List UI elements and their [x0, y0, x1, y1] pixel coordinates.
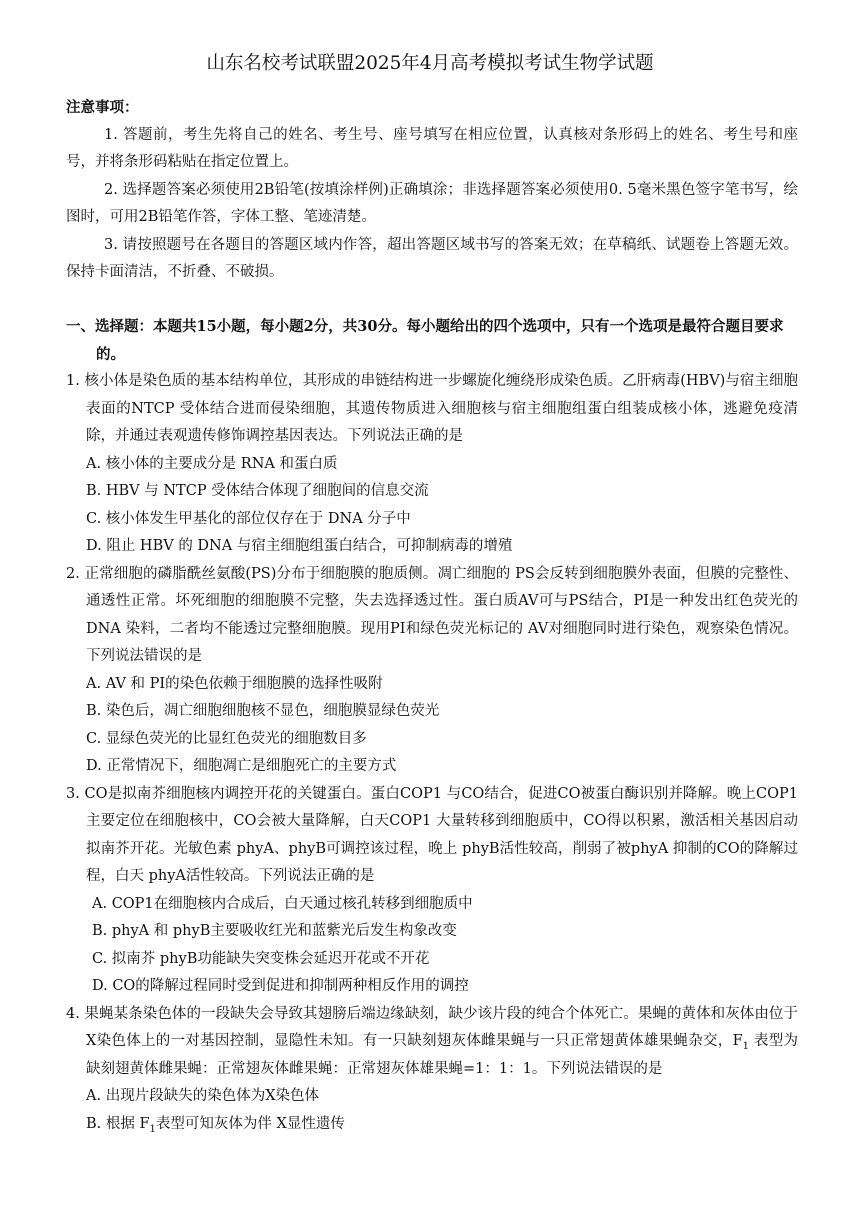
question-1-option-a: A. 核小体的主要成分是 RNA 和蛋白质	[86, 455, 338, 472]
part-one-section	[66, 313, 798, 1138]
question-1-option-c: C. 核小体发生甲基化的部位仅存在于 DNA 分子中	[86, 510, 411, 527]
question-1	[66, 368, 798, 561]
question-2-option-d: D. 正常情况下，细胞凋亡是细胞死亡的主要方式	[86, 758, 397, 774]
question-3-stem: 3. CO是拟南芥细胞核内调控开花的关键蛋白。蛋白COP1 与CO结合，促进CO被蛋白酶识别并降解。晚上COP1 主要定位在细胞核中，CO会被大量降解，白天COP1 大量转移到细胞质中，CO得以积累，激活相关基因启动拟南芥开花。光敏色素 phyA、phyB可调控该过程，晚上 phyB活性较高，削弱了被phyA 抑制的CO的降解过程，白天 phyA活性较高。下列说法正确的是	[66, 785, 798, 884]
page-title: 山东名校考试联盟2025年4月高考模拟考试生物学试题	[206, 53, 654, 74]
question-3-option-b: B. phyA 和 phyB主要吸收红光和蓝紫光后发生构象改变	[92, 923, 457, 939]
question-3-option-d: D. CO的降解过程同时受到促进和抑制两种相反作用的调控	[92, 978, 469, 994]
question-2-option-a: A. AV 和 PI的染色依赖于细胞膜的选择性吸附	[86, 675, 383, 692]
question-2-option-b: B. 染色后，凋亡细胞细胞核不显色，细胞膜显绿色荧光	[86, 703, 440, 719]
question-1-option-b: B. HBV 与 NTCP 受体结合体现了细胞间的信息交流	[86, 483, 429, 499]
note-item-1: 1. 答题前，考生先将自己的姓名、考生号、座号填写在相应位置，认真核对条形码上的姓名、考生号和座号，并将条形码粘贴在指定位置上。	[66, 126, 798, 170]
part-one-heading: 一、选择题：本题共15小题，每小题2分，共30分。每小题给出的四个选项中，只有一个选项是最符合题目要求的。	[66, 318, 784, 363]
question-1-option-d: D. 阻止 HBV 的 DNA 与宿主细胞组蛋白结合，可抑制病毒的增殖	[86, 538, 513, 554]
notes-section	[66, 94, 798, 287]
question-3-option-c: C. 拟南芥 phyB功能缺失突变株会延迟开花或不开花	[92, 950, 430, 967]
question-2-stem: 2. 正常细胞的磷脂酰丝氨酸(PS)分布于细胞膜的胞质侧。凋亡细胞的 PS会反转到细胞膜外表面，但膜的完整性、通透性正常。坏死细胞的细胞膜不完整，失去选择透过性。蛋白质AV可与PS结合，PI是一种发出红色荧光的 DNA 染料，二者均不能透过完整细胞膜。现用PI和绿色荧光标记的 AV对细胞同时进行染色，观察染色情况。下列说法错误的是	[66, 565, 798, 664]
question-4-option-b-part-2: 表型可知灰体为伴 X显性遗传	[155, 1115, 345, 1132]
note-item-2: 2. 选择题答案必须使用2B铅笔(按填涂样例)正确填涂；非选择题答案必须使用0. 5毫米黑色签字笔书写，绘图时，可用2B铅笔作答，字体工整、笔迹清楚。	[66, 181, 798, 225]
question-4-stem-part-2: 表型为缺刻翅黄体雌果蝇：正常翅灰体雌果蝇：正常翅灰体雄果蝇=1：1：1。下列说法错误的是	[86, 1033, 798, 1077]
notes-heading: 注意事项：	[66, 99, 139, 116]
question-1-stem: 1. 核小体是染色质的基本结构单位，其形成的串链结构进一步螺旋化缠绕形成染色质。乙肝病毒(HBV)与宿主细胞表面的NTCP 受体结合进而侵染细胞，其遗传物质进入细胞核与宿主细胞组蛋白组装成核小体，逃避免疫清除，并通过表观遗传修饰调控基因表达。下列说法正确的是	[66, 373, 798, 444]
question-4	[66, 1001, 798, 1139]
question-4-stem	[66, 1001, 798, 1084]
question-4-option-b	[66, 1111, 798, 1139]
note-item-3: 3. 请按照题号在各题目的答题区域内作答，超出答题区域书写的答案无效；在草稿纸、试题卷上答题无效。保持卡面清洁，不折叠、不破损。	[66, 236, 798, 280]
question-4-option-a: A. 出现片段缺失的染色体为X染色体	[86, 1088, 320, 1104]
question-3-option-a: A. COP1在细胞核内合成后，白天通过核孔转移到细胞质中	[92, 895, 473, 912]
question-4-stem-subscript: 1	[742, 1040, 750, 1052]
question-4-option-b-subscript: 1	[149, 1123, 156, 1135]
question-2	[66, 561, 798, 781]
question-3	[66, 781, 798, 1001]
question-4-option-b-part-1: B. 根据 F	[86, 1115, 150, 1132]
question-2-option-c: C. 显绿色荧光的比显红色荧光的细胞数目多	[86, 730, 367, 747]
question-4-stem-part-1: 4. 果蝇某条染色体的一段缺失会导致其翅膀后端边缘缺刻，缺少该片段的纯合个体死亡。果蝇的黄体和灰体由位于X染色体上的一对基因控制，显隐性未知。有一只缺刻翅灰体雌果蝇与一只正常翅黄体雄果蝇杂交，F	[66, 1005, 798, 1049]
